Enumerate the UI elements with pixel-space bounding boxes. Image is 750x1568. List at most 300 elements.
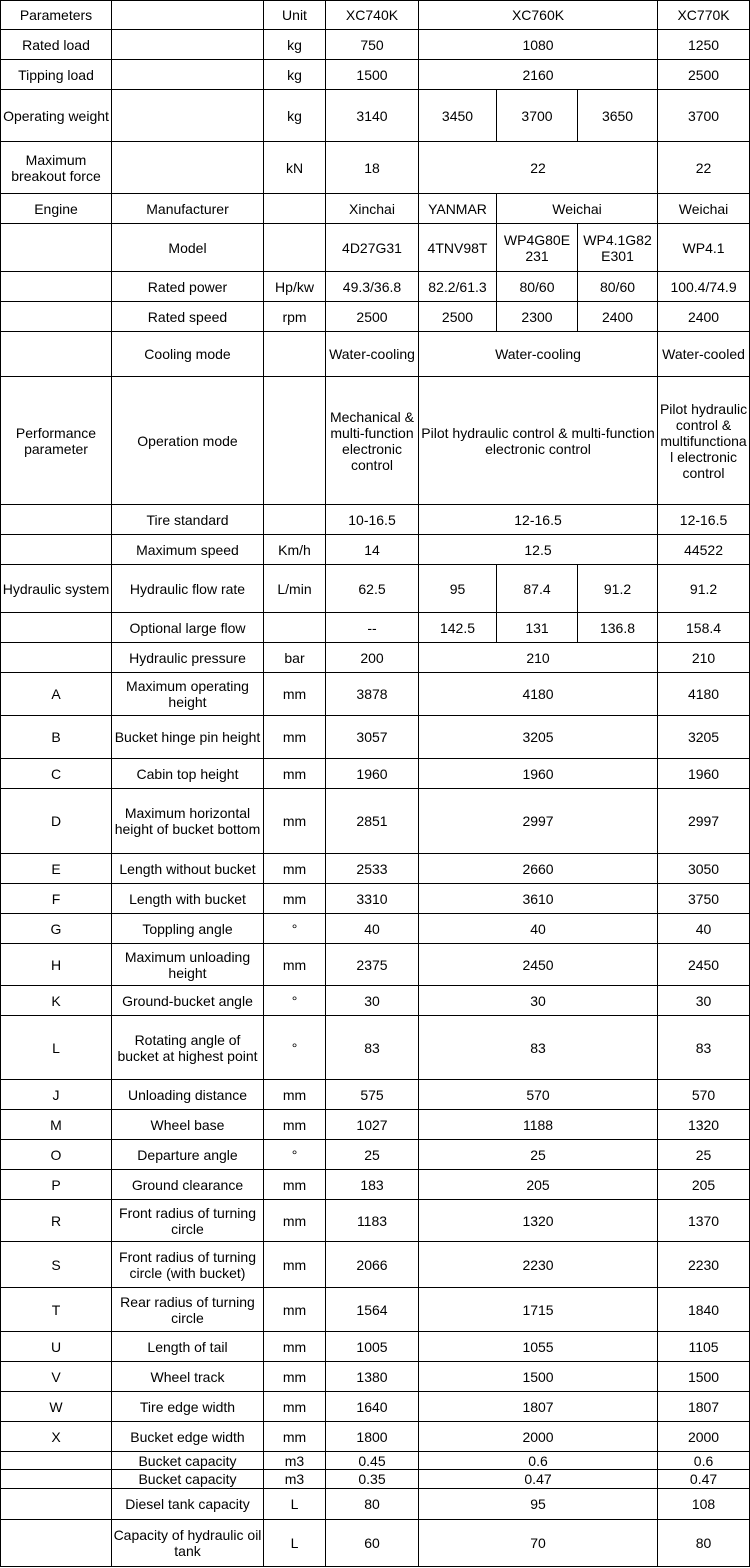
table-cell: kN [264, 142, 326, 194]
table-cell: 4TNV98T [419, 224, 497, 272]
table-cell: D [1, 789, 112, 854]
table-cell: 1960 [326, 759, 419, 789]
table-cell: 210 [658, 643, 750, 673]
table-cell: 2450 [658, 944, 750, 986]
table-cell: Bucket hinge pin height [112, 716, 264, 759]
table-cell: bar [264, 643, 326, 673]
table-cell: Length of tail [112, 1332, 264, 1362]
table-cell [264, 194, 326, 224]
table-cell: Bucket edge width [112, 1422, 264, 1452]
table-cell: YANMAR [419, 194, 497, 224]
table-row [1, 613, 750, 643]
table-cell: XC740K [326, 1, 419, 30]
table-row [1, 1, 750, 30]
table-row [1, 332, 750, 377]
table-cell: 1380 [326, 1362, 419, 1392]
table-cell: 205 [419, 1170, 658, 1200]
table-row [1, 1452, 750, 1470]
table-cell: Wheel base [112, 1110, 264, 1140]
table-cell: mm [264, 1170, 326, 1200]
table-cell: ° [264, 1140, 326, 1170]
table-cell: 2533 [326, 854, 419, 884]
table-row [1, 716, 750, 759]
table-cell: 1640 [326, 1392, 419, 1422]
table-cell: Maximum horizontal height of bucket bottom [112, 789, 264, 854]
table-row [1, 1140, 750, 1170]
table-cell: 22 [419, 142, 658, 194]
table-row [1, 505, 750, 535]
table-cell: Rated load [1, 30, 112, 60]
table-cell: Weichai [497, 194, 658, 224]
table-cell: 30 [419, 986, 658, 1016]
table-row [1, 789, 750, 854]
table-cell: 200 [326, 643, 419, 673]
table-cell [112, 60, 264, 90]
table-cell: Length without bucket [112, 854, 264, 884]
table-cell: Model [112, 224, 264, 272]
table-cell: X [1, 1422, 112, 1452]
table-cell: 44522 [658, 535, 750, 565]
table-cell: 3610 [419, 884, 658, 914]
table-cell: ° [264, 1016, 326, 1080]
table-cell: 136.8 [578, 613, 658, 643]
table-cell: WP4.1 [658, 224, 750, 272]
table-cell: 2300 [497, 302, 578, 332]
table-cell: T [1, 1288, 112, 1332]
table-cell: mm [264, 1110, 326, 1140]
table-cell: 62.5 [326, 565, 419, 613]
table-row [1, 1392, 750, 1422]
table-cell: mm [264, 1080, 326, 1110]
table-cell: ° [264, 986, 326, 1016]
table-cell: 1800 [326, 1422, 419, 1452]
table-cell: Hydraulic system [1, 565, 112, 613]
table-cell: 1027 [326, 1110, 419, 1140]
table-cell: Pilot hydraulic control & multifunctional electronic control [658, 377, 750, 505]
table-cell: mm [264, 789, 326, 854]
table-cell: C [1, 759, 112, 789]
table-cell: 83 [419, 1016, 658, 1080]
table-cell: WP4.1G82 E301 [578, 224, 658, 272]
table-cell: 3700 [658, 90, 750, 142]
table-cell: ° [264, 914, 326, 944]
table-cell: 3878 [326, 673, 419, 716]
table-row [1, 944, 750, 986]
table-cell [264, 224, 326, 272]
table-cell: mm [264, 1392, 326, 1422]
table-cell: 1807 [658, 1392, 750, 1422]
table-cell [112, 90, 264, 142]
table-cell: Water-cooled [658, 332, 750, 377]
table-cell: K [1, 986, 112, 1016]
table-cell: 80 [658, 1520, 750, 1567]
table-cell: kg [264, 60, 326, 90]
table-row [1, 272, 750, 302]
table-cell [1, 272, 112, 302]
table-cell: 1960 [658, 759, 750, 789]
table-cell: 570 [419, 1080, 658, 1110]
table-cell: Operating weight [1, 90, 112, 142]
table-cell: 80/60 [578, 272, 658, 302]
table-cell: 183 [326, 1170, 419, 1200]
table-row [1, 224, 750, 272]
table-cell [264, 505, 326, 535]
table-cell: 2066 [326, 1242, 419, 1288]
table-row [1, 1470, 750, 1489]
table-row [1, 194, 750, 224]
table-row [1, 986, 750, 1016]
table-cell: 3650 [578, 90, 658, 142]
table-cell: M [1, 1110, 112, 1140]
table-cell: XC760K [419, 1, 658, 30]
table-cell: Front radius of turning circle [112, 1200, 264, 1242]
table-cell: 1320 [658, 1110, 750, 1140]
table-cell: 30 [658, 986, 750, 1016]
table-cell: Cooling mode [112, 332, 264, 377]
table-cell [1, 505, 112, 535]
table-cell: mm [264, 716, 326, 759]
table-row [1, 1489, 750, 1520]
table-row [1, 854, 750, 884]
table-cell: 25 [419, 1140, 658, 1170]
table-cell: A [1, 673, 112, 716]
table-cell: 22 [658, 142, 750, 194]
table-cell: F [1, 884, 112, 914]
table-row [1, 1520, 750, 1567]
table-cell: 14 [326, 535, 419, 565]
table-cell: 12-16.5 [658, 505, 750, 535]
table-cell: Hydraulic flow rate [112, 565, 264, 613]
table-cell: 3057 [326, 716, 419, 759]
table-row [1, 60, 750, 90]
table-cell: Rated speed [112, 302, 264, 332]
table-row [1, 1242, 750, 1288]
table-cell: B [1, 716, 112, 759]
table-row [1, 377, 750, 505]
table-cell: 40 [658, 914, 750, 944]
table-cell: Bucket capacity [112, 1452, 264, 1470]
table-cell: 91.2 [658, 565, 750, 613]
table-row [1, 1288, 750, 1332]
table-cell: 80 [326, 1489, 419, 1520]
table-cell: Parameters [1, 1, 112, 30]
table-cell: Pilot hydraulic control & multi-function electronic control [419, 377, 658, 505]
table-cell [1, 1489, 112, 1520]
table-cell: Diesel tank capacity [112, 1489, 264, 1520]
table-row [1, 142, 750, 194]
table-cell: 1807 [419, 1392, 658, 1422]
table-cell: 1960 [419, 759, 658, 789]
table-cell [1, 332, 112, 377]
table-cell: Rear radius of turning circle [112, 1288, 264, 1332]
table-cell: W [1, 1392, 112, 1422]
table-cell: 2400 [578, 302, 658, 332]
table-cell [1, 535, 112, 565]
table-cell: WP4G80E 231 [497, 224, 578, 272]
table-cell: 0.47 [419, 1470, 658, 1489]
table-cell: 95 [419, 1489, 658, 1520]
table-cell: 1105 [658, 1332, 750, 1362]
table-cell: 1080 [419, 30, 658, 60]
table-cell: m3 [264, 1452, 326, 1470]
table-cell: E [1, 854, 112, 884]
table-cell: Tire standard [112, 505, 264, 535]
table-cell: Rotating angle of bucket at highest point [112, 1016, 264, 1080]
table-row [1, 1080, 750, 1110]
table-cell: Maximum breakout force [1, 142, 112, 194]
table-cell: 1250 [658, 30, 750, 60]
table-cell: Wheel track [112, 1362, 264, 1392]
table-cell: 12-16.5 [419, 505, 658, 535]
table-cell: Mechanical & multi-function electronic control [326, 377, 419, 505]
table-cell: 3205 [419, 716, 658, 759]
table-cell: 2450 [419, 944, 658, 986]
table-cell: 108 [658, 1489, 750, 1520]
table-cell: 1500 [419, 1362, 658, 1392]
table-cell: Maximum speed [112, 535, 264, 565]
table-cell: 205 [658, 1170, 750, 1200]
table-cell: J [1, 1080, 112, 1110]
table-cell: 570 [658, 1080, 750, 1110]
table-cell: Unit [264, 1, 326, 30]
table-cell: Maximum unloading height [112, 944, 264, 986]
table-cell [264, 377, 326, 505]
table-cell: Performance parameter [1, 377, 112, 505]
table-cell: mm [264, 1362, 326, 1392]
table-cell: mm [264, 1422, 326, 1452]
table-cell: Hydraulic pressure [112, 643, 264, 673]
table-cell: mm [264, 1242, 326, 1288]
table-cell: 1183 [326, 1200, 419, 1242]
table-cell: 1370 [658, 1200, 750, 1242]
table-cell: 30 [326, 986, 419, 1016]
table-cell: 210 [419, 643, 658, 673]
table-row [1, 1332, 750, 1362]
table-row [1, 643, 750, 673]
table-cell: 1320 [419, 1200, 658, 1242]
table-cell: 83 [658, 1016, 750, 1080]
table-cell: Tipping load [1, 60, 112, 90]
table-cell: V [1, 1362, 112, 1392]
table-cell: Engine [1, 194, 112, 224]
table-row [1, 1200, 750, 1242]
table-row [1, 759, 750, 789]
table-cell: H [1, 944, 112, 986]
table-cell: mm [264, 1200, 326, 1242]
table-row [1, 90, 750, 142]
table-cell: Ground clearance [112, 1170, 264, 1200]
table-cell: Tire edge width [112, 1392, 264, 1422]
table-cell: XC770K [658, 1, 750, 30]
table-cell: 3700 [497, 90, 578, 142]
table-cell: 3205 [658, 716, 750, 759]
table-cell: Maximum operating height [112, 673, 264, 716]
table-row [1, 1110, 750, 1140]
table-cell: 3050 [658, 854, 750, 884]
table-cell: kg [264, 30, 326, 60]
table-cell: P [1, 1170, 112, 1200]
table-cell: 100.4/74.9 [658, 272, 750, 302]
table-cell: 12.5 [419, 535, 658, 565]
table-cell: Weichai [658, 194, 750, 224]
table-cell [1, 1520, 112, 1567]
table-cell: 91.2 [578, 565, 658, 613]
table-cell: 2500 [326, 302, 419, 332]
table-cell: mm [264, 854, 326, 884]
table-cell: 2375 [326, 944, 419, 986]
table-cell: 4180 [658, 673, 750, 716]
table-cell: 95 [419, 565, 497, 613]
table-cell: 1840 [658, 1288, 750, 1332]
table-cell [264, 332, 326, 377]
table-cell: 1005 [326, 1332, 419, 1362]
table-cell: 1055 [419, 1332, 658, 1362]
table-cell [112, 30, 264, 60]
table-cell: 750 [326, 30, 419, 60]
table-cell: 0.45 [326, 1452, 419, 1470]
table-cell: kg [264, 90, 326, 142]
table-cell: 3140 [326, 90, 419, 142]
table-cell: 131 [497, 613, 578, 643]
table-cell: mm [264, 884, 326, 914]
table-cell: 2660 [419, 854, 658, 884]
table-cell: 49.3/36.8 [326, 272, 419, 302]
table-cell: 87.4 [497, 565, 578, 613]
table-cell: rpm [264, 302, 326, 332]
table-cell: 2997 [419, 789, 658, 854]
table-cell: Manufacturer [112, 194, 264, 224]
table-row [1, 565, 750, 613]
table-row [1, 1422, 750, 1452]
table-cell: 3450 [419, 90, 497, 142]
table-cell: mm [264, 944, 326, 986]
table-cell: Hp/kw [264, 272, 326, 302]
table-cell: mm [264, 1332, 326, 1362]
table-cell: 1188 [419, 1110, 658, 1140]
table-cell: 40 [419, 914, 658, 944]
table-cell: Bucket capacity [112, 1470, 264, 1489]
table-cell: L [264, 1489, 326, 1520]
table-cell: 10-16.5 [326, 505, 419, 535]
table-row [1, 1016, 750, 1080]
table-cell: mm [264, 673, 326, 716]
table-cell: 70 [419, 1520, 658, 1567]
table-cell: Toppling angle [112, 914, 264, 944]
table-cell: 1500 [658, 1362, 750, 1392]
table-cell: 25 [658, 1140, 750, 1170]
table-cell: R [1, 1200, 112, 1242]
table-cell: 82.2/61.3 [419, 272, 497, 302]
table-row [1, 302, 750, 332]
table-row [1, 1362, 750, 1392]
table-cell: 3750 [658, 884, 750, 914]
table-cell: 60 [326, 1520, 419, 1567]
table-row [1, 535, 750, 565]
table-row [1, 30, 750, 60]
table-cell: Ground-bucket angle [112, 986, 264, 1016]
table-cell: 2000 [419, 1422, 658, 1452]
table-row [1, 673, 750, 716]
table-cell: Unloading distance [112, 1080, 264, 1110]
table-cell: 83 [326, 1016, 419, 1080]
table-cell: 3310 [326, 884, 419, 914]
table-cell [1, 613, 112, 643]
table-cell: 25 [326, 1140, 419, 1170]
table-cell [1, 302, 112, 332]
table-cell: 2400 [658, 302, 750, 332]
table-cell [1, 1452, 112, 1470]
table-cell [1, 643, 112, 673]
table-cell: Rated power [112, 272, 264, 302]
table-cell: 4D27G31 [326, 224, 419, 272]
table-cell: 1564 [326, 1288, 419, 1332]
table-cell: Departure angle [112, 1140, 264, 1170]
table-cell: L/min [264, 565, 326, 613]
table-cell: 142.5 [419, 613, 497, 643]
table-cell: 2000 [658, 1422, 750, 1452]
table-cell: Km/h [264, 535, 326, 565]
table-cell [112, 1, 264, 30]
table-cell: mm [264, 1288, 326, 1332]
table-cell: U [1, 1332, 112, 1362]
table-cell: S [1, 1242, 112, 1288]
table-cell [1, 1470, 112, 1489]
table-cell: 4180 [419, 673, 658, 716]
table-cell: 158.4 [658, 613, 750, 643]
table-cell: 18 [326, 142, 419, 194]
table-cell: 2851 [326, 789, 419, 854]
table-cell: Optional large flow [112, 613, 264, 643]
table-cell: L [1, 1016, 112, 1080]
table-row [1, 914, 750, 944]
table-cell: mm [264, 759, 326, 789]
table-cell [112, 142, 264, 194]
table-cell: 0.6 [658, 1452, 750, 1470]
table-cell: 2230 [419, 1242, 658, 1288]
table-cell: 40 [326, 914, 419, 944]
table-row [1, 1170, 750, 1200]
table-cell: Length with bucket [112, 884, 264, 914]
table-cell: m3 [264, 1470, 326, 1489]
table-cell [264, 613, 326, 643]
table-cell: 0.47 [658, 1470, 750, 1489]
table-cell [1, 224, 112, 272]
table-cell: Water-cooling [419, 332, 658, 377]
table-cell: L [264, 1520, 326, 1567]
table-cell: Cabin top height [112, 759, 264, 789]
table-cell: Capacity of hydraulic oil tank [112, 1520, 264, 1567]
table-row [1, 884, 750, 914]
table-cell: Water-cooling [326, 332, 419, 377]
table-cell: G [1, 914, 112, 944]
table-cell: 0.6 [419, 1452, 658, 1470]
table-cell: Operation mode [112, 377, 264, 505]
table-cell: Xinchai [326, 194, 419, 224]
table-cell: 80/60 [497, 272, 578, 302]
table-cell: 2160 [419, 60, 658, 90]
table-cell: Front radius of turning circle (with bucket) [112, 1242, 264, 1288]
table-cell: 2997 [658, 789, 750, 854]
table-cell: 1715 [419, 1288, 658, 1332]
table-cell: 1500 [326, 60, 419, 90]
table-cell: 2500 [419, 302, 497, 332]
table-cell: 575 [326, 1080, 419, 1110]
table-cell: O [1, 1140, 112, 1170]
table-cell: 2230 [658, 1242, 750, 1288]
table-cell: 2500 [658, 60, 750, 90]
table-cell: 0.35 [326, 1470, 419, 1489]
table-cell: -- [326, 613, 419, 643]
